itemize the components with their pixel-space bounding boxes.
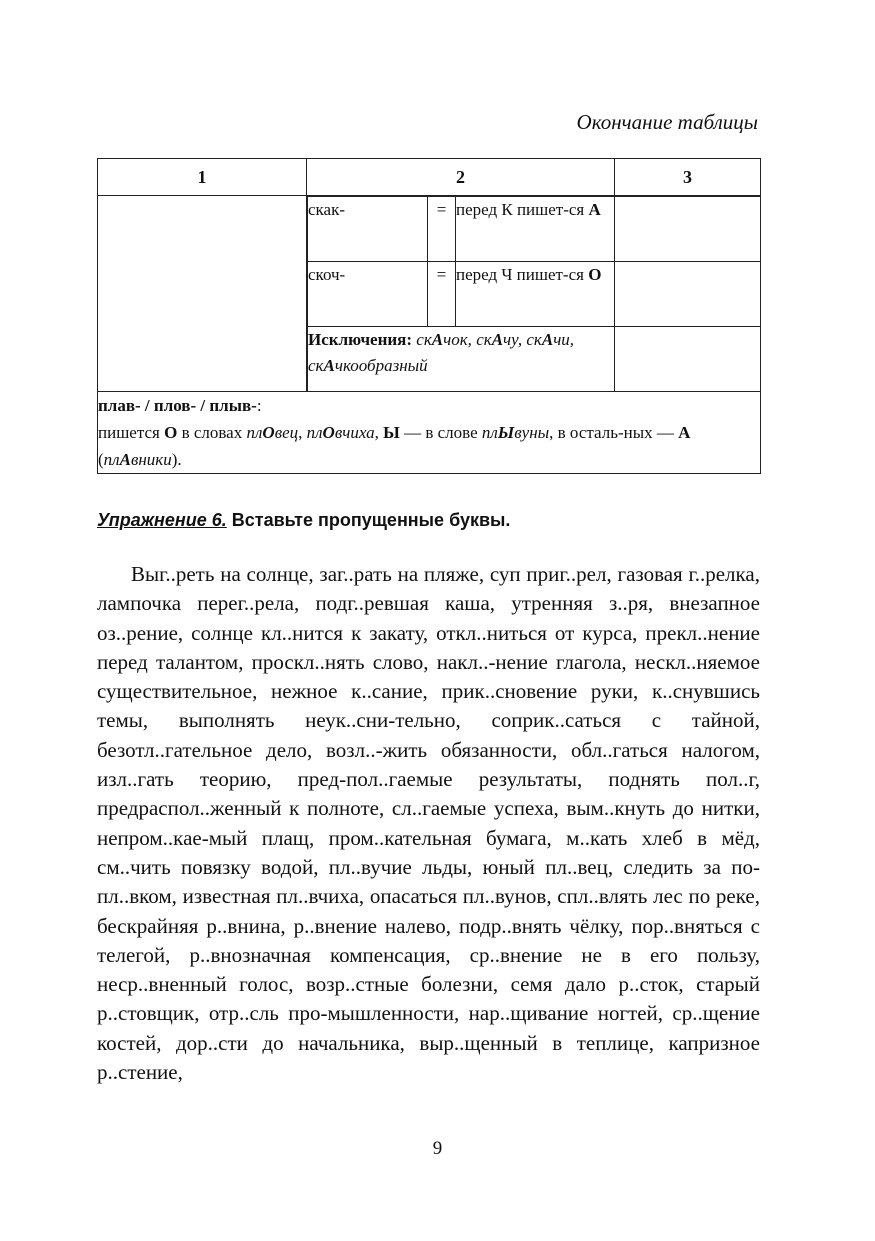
- rule-cell: перед Ч пишет-ся О: [456, 262, 615, 327]
- column-header-2: 2: [307, 159, 615, 196]
- empty-cell: [98, 196, 307, 392]
- column-3-cell: [615, 262, 761, 327]
- rules-table: [97, 158, 761, 474]
- roots-cell: [307, 196, 761, 392]
- rule-cell: перед К пишет-ся А: [456, 197, 615, 262]
- roots-inner-table: [307, 196, 761, 391]
- column-3-cell: [615, 197, 761, 262]
- exceptions-row: [308, 327, 761, 392]
- root-row: [308, 262, 761, 327]
- column-header-1: 1: [98, 159, 307, 196]
- root-cell: скоч-: [308, 262, 428, 327]
- column-3-cell: [615, 327, 761, 392]
- root-row: [308, 197, 761, 262]
- table-header-row: [98, 159, 761, 196]
- page-number: 9: [432, 1138, 443, 1159]
- exceptions-cell: Исключения: скАчок, скАчу, скАчи, скАчкообразный: [308, 327, 615, 392]
- plav-rule-cell: плав- / плов- / плыв-: пишется О в словах плОвец, плОвчиха, Ы — в слове плЫвуны, в осталь-ных — А (плАвники).: [98, 392, 761, 474]
- root-cell: скак-: [308, 197, 428, 262]
- equals-sign: =: [428, 197, 456, 262]
- exercise-task: Вставьте пропущенные буквы.: [226, 510, 511, 530]
- table-row: [98, 392, 761, 474]
- exercise-heading: [97, 510, 510, 531]
- table-continuation-caption: Окончание таблицы: [576, 110, 758, 134]
- exercise-label: Упражнение 6.: [97, 510, 227, 530]
- column-header-3: 3: [615, 159, 761, 196]
- exercise-text: Выг..реть на солнце, заг..рать на пляже, суп приг..рел, газовая г..релка, лампочка перег..рела, подг..ревшая каша, утренняя з..ря, внезапное оз..рение, солнце кл..нится к закату, откл..ниться от курса, прекл..нение перед талантом, проскл..нять слово, накл..-нение глагола, нескл..няемое существительное, нежное к..сание, прик..сновение руки, к..снувшись темы, выполнять неук..сни-тельно, соприк..саться с тайной, безотл..гательное дело, возл..-жить обязанности, обл..гаться налогом, изл..гать теорию, пред-пол..гаемые результаты, поднять пол..г, предраспол..женный к полноте, сл..гаемые успеха, вым..кнуть до нитки, непром..кае-мый плащ, пром..кательная бумага, м..кать хлеб в мёд, см..чить повязку водой, пл..вучие льды, юный пл..вец, следить за по-пл..вком, известная пл..вчиха, опасаться пл..вунов, спл..влять лес по реке, бескрайняя р..внина, р..внение налево, подр..внять чёлку, пор..вняться с телегой, р..внозначная компенсация, ср..внение не в его пользу, неср..вненный голос, возр..стные болезни, семя дало р..сток, старый р..стовщик, отр..сль про-мышленности, нар..щивание ногтей, ср..щение костей, дор..сти до начальника, выр..щенный в теплице, капризное р..стение,: [97, 562, 760, 1085]
- table-row: [98, 196, 761, 392]
- equals-sign: =: [428, 262, 456, 327]
